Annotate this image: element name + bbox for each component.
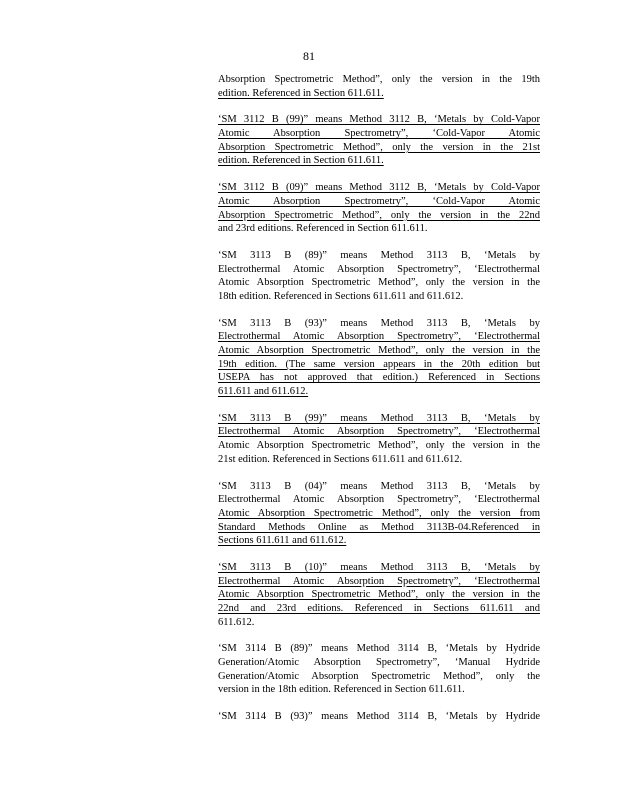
text-line: Electrothermal Atomic Absorption Spectrometry”, ‘Electrothermal xyxy=(218,331,540,343)
text-line: Absorption Spectrometric Method”, only the version in the 21st xyxy=(218,141,540,153)
text-line: ‘SM 3112 B (09)” means Method 3112 B, ‘Metals by Cold-Vapor xyxy=(218,182,540,194)
definition-paragraph xyxy=(218,480,540,548)
text-line: Electrothermal Atomic Absorption Spectrometry”, ‘Electrothermal xyxy=(218,575,540,587)
text-line: Absorption Spectrometric Method”, only the version in the 22nd xyxy=(218,209,540,221)
definition-paragraph xyxy=(218,412,540,467)
text-line: Electrothermal Atomic Absorption Spectrometry”, ‘Electrothermal xyxy=(218,263,540,275)
text-line: ‘SM 3113 B (99)” means Method 3113 B, ‘Metals by xyxy=(218,412,540,424)
definition-paragraph xyxy=(218,317,540,399)
text-line: Standard Methods Online as Method 3113B-04.Referenced in xyxy=(218,521,540,533)
definition-paragraph xyxy=(218,710,540,724)
text-line: ‘SM 3112 B (99)” means Method 3112 B, ‘Metals by Cold-Vapor xyxy=(218,114,540,126)
text-line: ‘SM 3114 B (89)” means Method 3114 B, ‘Metals by Hydride xyxy=(218,643,540,655)
definition-paragraph xyxy=(218,181,540,236)
text-line: version in the 18th edition. Referenced in Section 611.611. xyxy=(218,684,465,696)
definition-paragraph xyxy=(218,561,540,629)
text-line: 611.611 and 611.612. xyxy=(218,386,309,398)
text-line: Generation/Atomic Absorption Spectrometric Method”, only the xyxy=(218,670,540,682)
definition-paragraph xyxy=(218,113,540,168)
text-line: Atomic Absorption Spectrometry”, ‘Cold-Vapor Atomic xyxy=(218,195,540,207)
text-line: Atomic Absorption Spectrometry”, ‘Cold-Vapor Atomic xyxy=(218,128,540,140)
text-line: Atomic Absorption Spectrometric Method”, only the version from xyxy=(218,507,540,519)
text-line: ‘SM 3114 B (93)” means Method 3114 B, ‘Metals by Hydride xyxy=(218,711,540,723)
text-line: 19th edition. (The same version appears in the 20th edition but xyxy=(218,358,540,370)
text-line: ‘SM 3113 B (04)” means Method 3113 B, ‘Metals by xyxy=(218,480,540,492)
text-line: Electrothermal Atomic Absorption Spectrometry”, ‘Electrothermal xyxy=(218,426,540,438)
text-line: Generation/Atomic Absorption Spectrometry”, ‘Manual Hydride xyxy=(218,657,540,669)
definition-paragraph xyxy=(218,642,540,697)
document-body xyxy=(218,73,540,737)
text-line: Atomic Absorption Spectrometric Method”, only the version in the xyxy=(218,589,540,601)
text-line: ‘SM 3113 B (10)” means Method 3113 B, ‘Metals by xyxy=(218,561,540,573)
text-line: and 23rd editions. Referenced in Section 611.611. xyxy=(218,223,428,235)
page-number: 81 xyxy=(303,49,315,63)
text-line: 21st edition. Referenced in Sections 611.611 and 611.612. xyxy=(218,453,463,465)
text-line: edition. Referenced in Section 611.611. xyxy=(218,87,384,99)
text-line: ‘SM 3113 B (89)” means Method 3113 B, ‘Metals by xyxy=(218,249,540,261)
text-line: ‘SM 3113 B (93)” means Method 3113 B, ‘Metals by xyxy=(218,317,540,329)
text-line: edition. Referenced in Section 611.611. xyxy=(218,155,384,167)
text-line: 18th edition. Referenced in Sections 611.611 and 611.612. xyxy=(218,290,464,302)
text-line: Atomic Absorption Spectrometric Method”, only the version in the xyxy=(218,345,540,356)
text-line: 611.612. xyxy=(218,616,255,628)
text-line: Sections 611.611 and 611.612. xyxy=(218,535,347,547)
text-line: Absorption Spectrometric Method”, only the version in the 19th xyxy=(218,74,540,85)
text-line: 22nd and 23rd editions. Referenced in Sections 611.611 and xyxy=(218,603,540,614)
text-line: Electrothermal Atomic Absorption Spectrometry”, ‘Electrothermal xyxy=(218,494,540,506)
text-line: Atomic Absorption Spectrometric Method”, only the version in the xyxy=(218,440,540,452)
text-line: Atomic Absorption Spectrometric Method”, only the version in the xyxy=(218,277,540,289)
definition-paragraph xyxy=(218,73,540,100)
text-line: USEPA has not approved that edition.) Referenced in Sections xyxy=(218,372,540,384)
definition-paragraph xyxy=(218,249,540,304)
